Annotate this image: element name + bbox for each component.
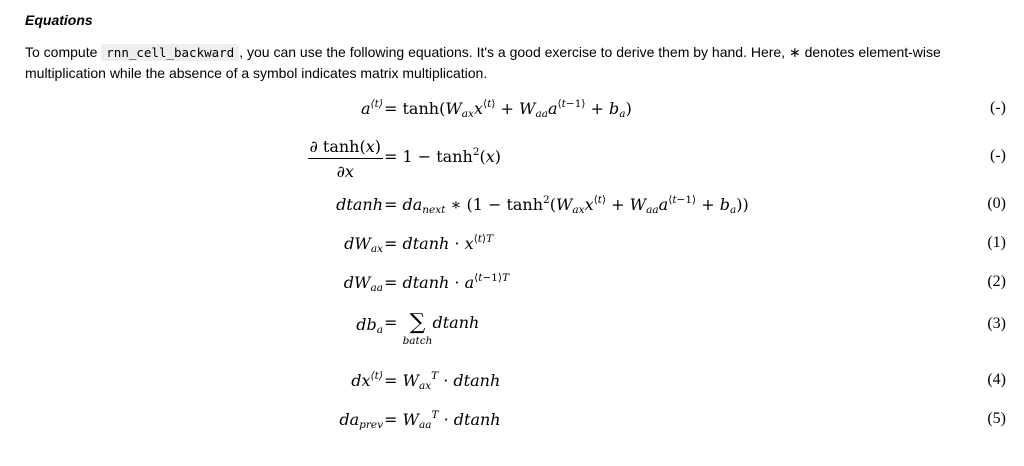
equation-rhs: = ∑ batch dtanh: [384, 310, 480, 347]
equation-rhs: = $\tanh(W_{ax}x^{⟨t⟩} + W_{aa}a^{⟨t-1⟩} + b_a)$: [384, 98, 632, 120]
equation-tag: (4): [987, 371, 1006, 388]
equation-tag: (0): [987, 195, 1006, 212]
equation-lhs: dtanh: [336, 195, 383, 214]
equation-tag: (-): [990, 147, 1006, 164]
intro-paragraph: [25, 42, 985, 84]
equation-lhs: $dW_{ax}$: [344, 234, 383, 255]
equation-forward-activation: [0, 99, 1024, 129]
equation-tag: (-): [990, 99, 1006, 116]
fraction: $\frac{\partial \tanh(x)}{\partial x}$: [309, 137, 381, 181]
summation-operator: ∑ batch: [402, 310, 433, 347]
section-heading: Equations: [25, 12, 93, 28]
equation-rhs: = $dtanh \cdot a^{⟨t-1⟩T}$: [384, 272, 510, 292]
intro-text-end: denotes element-wise multiplication while the absence of a symbol indicates matrix multiplication.: [25, 44, 941, 81]
inline-code-function: rnn_cell_backward: [101, 44, 239, 61]
equation-rhs: = $dtanh \cdot x^{⟨t⟩T}$: [384, 233, 494, 253]
equation-dx: [0, 371, 1024, 401]
equation-lhs: $dW_{aa}$: [343, 273, 383, 294]
equation-lhs: $da_{prev}$: [339, 410, 383, 431]
equation-rhs: = $da_{next}$ ∗ $(1 - \tanh^2(W_{ax}x^{⟨t⟩} + W_{aa}a^{⟨t-1⟩} + b_a))$: [384, 194, 749, 216]
equation-rhs: = $W_{ax}^T \cdot dtanh$: [384, 370, 501, 392]
equation-dwaa: [0, 273, 1024, 303]
equation-tag: (1): [987, 234, 1006, 251]
equation-tag: (2): [987, 273, 1006, 290]
equation-lhs: $a^{⟨t⟩}$: [361, 98, 383, 118]
equation-tanh-derivative: [0, 137, 1024, 181]
equation-lhs: $db_a$: [356, 315, 383, 336]
equation-dtanh: [0, 195, 1024, 225]
equation-lhs: [308, 137, 383, 181]
equation-rhs: = $W_{aa}^T \cdot dtanh$: [384, 409, 501, 431]
intro-text-middle: , you can use the following equations. It's a good exercise to derive them by hand. Here,: [239, 44, 789, 60]
equation-tag: (3): [987, 315, 1006, 332]
equation-lhs: $dx^{⟨t⟩}$: [351, 370, 383, 390]
equation-rhs: = $1 - \tanh^2(x)$: [384, 146, 502, 166]
equation-tag: (5): [987, 410, 1006, 427]
equation-daprev: [0, 410, 1024, 440]
intro-text-start: To compute: [25, 44, 102, 60]
star-symbol: ∗: [788, 44, 801, 60]
equation-dba: [0, 310, 1024, 353]
equation-dwax: [0, 234, 1024, 264]
